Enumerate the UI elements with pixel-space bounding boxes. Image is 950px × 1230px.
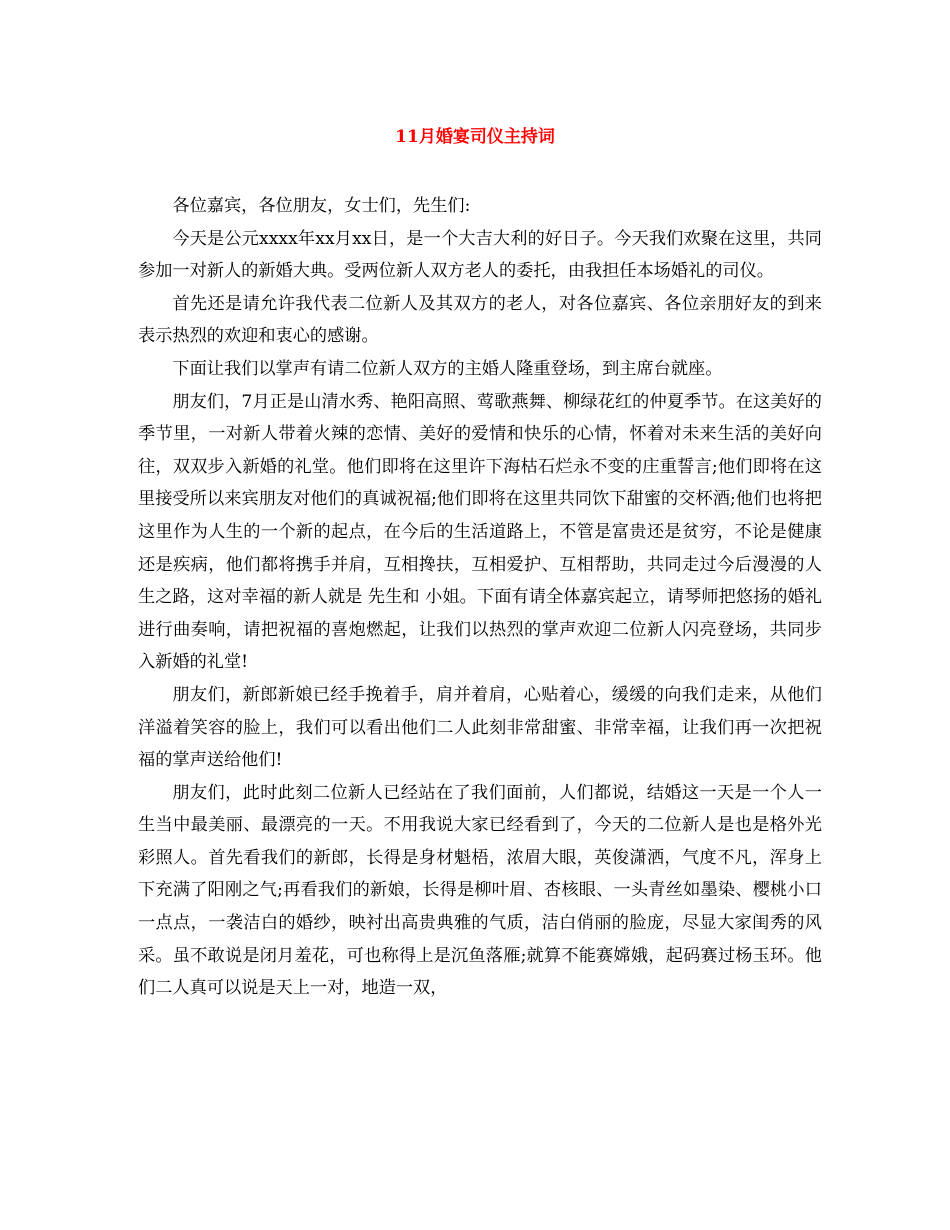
paragraph-opening: 今天是公元xxxx年xx月xx日，是一个大吉大利的好日子。今天我们欢聚在这里，共同参加一对新人的新婚大典。受两位新人双方老人的委托，由我担任本场婚礼的司仪。	[138, 228, 822, 282]
paragraph-greeting: 各位嘉宾，各位朋友，女士们，先生们:	[172, 196, 471, 216]
document-title: 11月婚宴司仪主持词	[395, 127, 555, 147]
paragraph-season: 朋友们，7月正是山清水秀、艳阳高照、莺歌燕舞、柳绿花红的仲夏季节。在这美好的季节里，一对新人带着火辣的恋情、美好的爱情和快乐的心情，怀着对未来生活的美好向往，双双步入新婚的礼堂。他们即将在这里许下海枯石烂永不变的庄重誓言;他们即将在这里接受所以来宾朋友对他们的真诚祝福;他们即将在这里共同饮下甜蜜的交杯酒;他们也将把这里作为人生的一个新的起点，在今后的生活道路上，不管是富贵还是贫穷，不论是健康还是疾病，他们都将携手并肩，互相搀扶，互相爱护、互相帮助，共同走过今后漫漫的人生之路，这对幸福的新人就是 先生和 小姐。下面有请全体嘉宾起立，请琴师把悠扬的婚礼进行曲奏响，请把祝福的喜炮燃起，让我们以热烈的掌声欢迎二位新人闪亮登场，共同步入新婚的礼堂!	[138, 391, 822, 673]
document-body	[138, 190, 822, 1005]
paragraph-welcome: 首先还是请允许我代表二位新人及其双方的老人，对各位嘉宾、各位亲朋好友的到来表示热烈的欢迎和衷心的感谢。	[138, 293, 822, 347]
paragraph-couple-praise: 朋友们，此时此刻二位新人已经站在了我们面前，人们都说，结婚这一天是一个人一生当中最美丽、最漂亮的一天。不用我说大家已经看到了，今天的二位新人是也是格外光彩照人。首先看我们的新郎，长得是身材魁梧，浓眉大眼，英俊潇洒，气度不凡，浑身上下充满了阳刚之气;再看我们的新娘，长得是柳叶眉、杏核眼、一头青丝如墨染、樱桃小口一点点，一袭洁白的婚纱，映衬出高贵典雅的气质，洁白俏丽的脸庞，尽显大家闺秀的风采。虽不敢说是闭月羞花，可也称得上是沉鱼落雁;就算不能赛嫦娥，起码赛过杨玉环。他们二人真可以说是天上一对，地造一双，	[138, 782, 822, 999]
paragraph-hosts-entrance: 下面让我们以掌声有请二位新人双方的主婚人隆重登场，到主席台就座。	[172, 358, 723, 379]
paragraph-couple-approach: 朋友们，新郎新娘已经手挽着手，肩并着肩，心贴着心，缓缓的向我们走来，从他们洋溢着笑容的脸上，我们可以看出他们二人此刻非常甜蜜、非常幸福，让我们再一次把祝福的掌声送给他们!	[138, 684, 822, 771]
